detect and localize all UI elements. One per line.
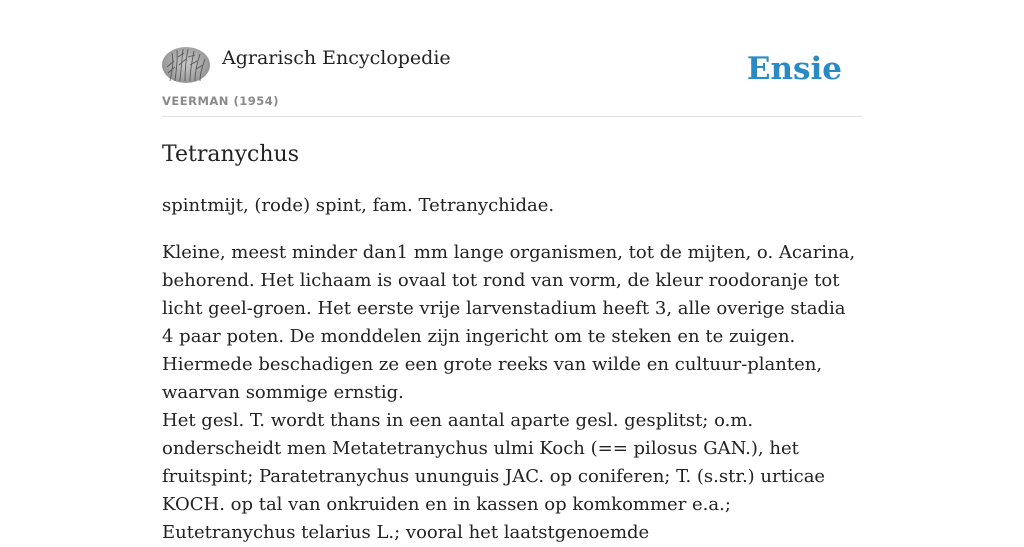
page-container [162,0,862,543]
article-paragraph: spintmijt, (rode) spint, fam. Tetranychidae. [162,195,555,216]
article-paragraph: Het gesl. T. wordt thans in een aantal aparte gesl. gesplitst; o.m. onderscheidt men Metatetranychus ulmi Koch (== pilosus GAN.), het fruitspint; Paratetranychus ununguis JAC. op coniferen; T. (s.str.) urticae KOCH. op tal van onkruiden en in kassen op komkommer e.a.; Eutetranychus telarius L.; vooral het laatstgenoemde [162,410,826,543]
brand-logo[interactable]: Ensie [746,51,842,87]
publication-name[interactable]: Agrarisch Encyclopedie [222,47,451,69]
article-paragraph: Kleine, meest minder dan1 mm lange organismen, tot de mijten, o. Acarina, behorend. Het lichaam is ovaal tot rond van vorm, de kleur roodoranje tot licht geel-groen. Het eerste vrije larvenstadium heeft 3, alle overige stadia 4 paar poten. De monddelen zijn ingericht om te steken en te zuigen. Hiermede beschadigen ze een grote reeks van wilde en cultuur-planten, waarvan sommige ernstig. [162,242,856,403]
article-title: Tetranychus [162,142,300,167]
publication-meta: VEERMAN (1954) [162,94,279,108]
site-header [162,0,862,117]
wheat-engraving-icon[interactable] [162,47,210,83]
